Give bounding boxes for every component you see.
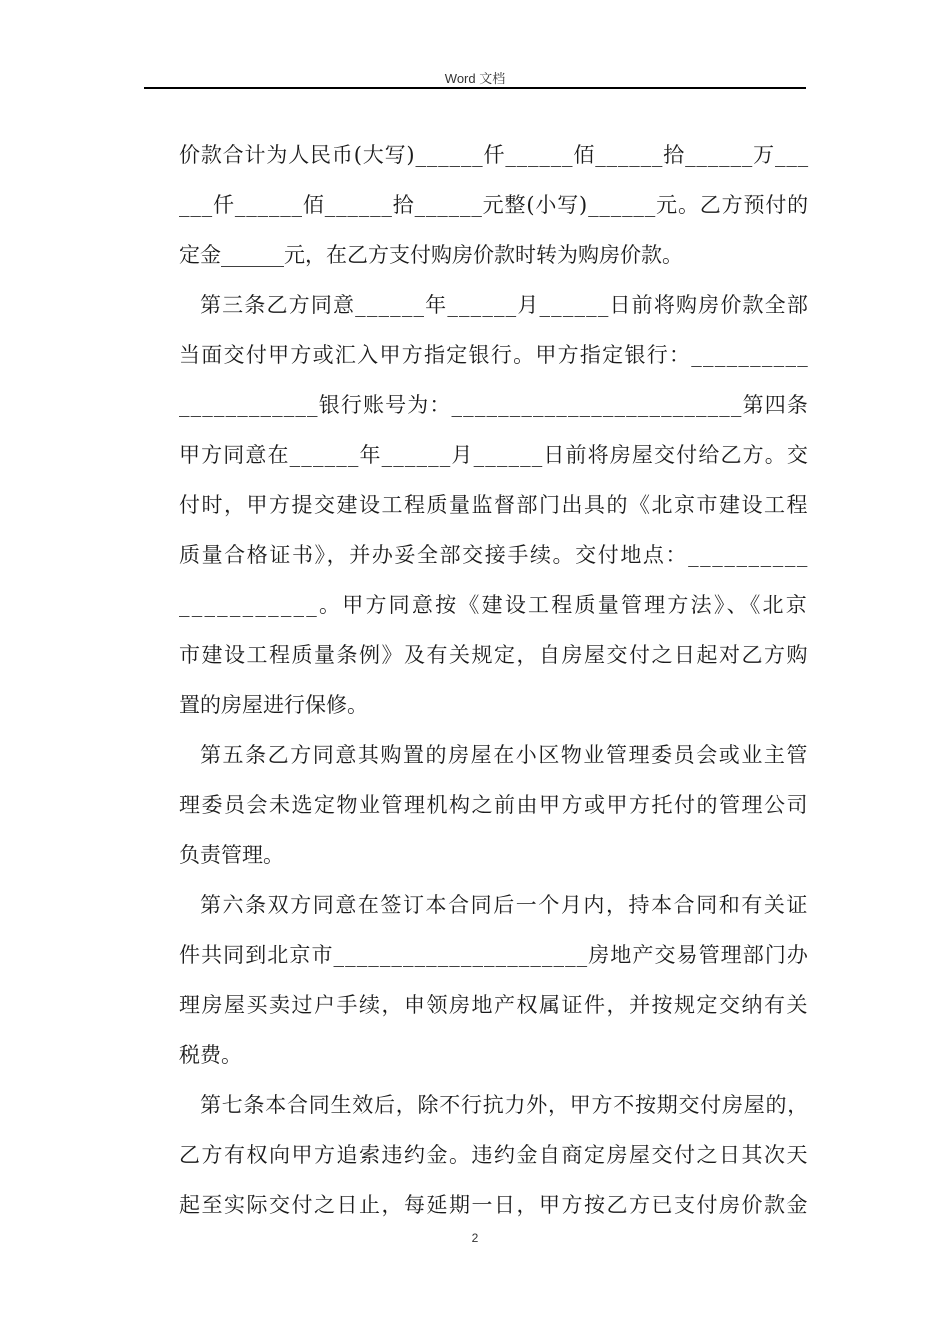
text-line: 定金______元，在乙方支付购房价款时转为购房价款。 bbox=[179, 243, 683, 267]
text-line: 价款合计为人民币(大写)______仟______佰______拾______万___ bbox=[179, 143, 809, 167]
text-line: 置的房屋进行保修。 bbox=[179, 693, 368, 717]
text-line: 付时，甲方提交建设工程质量监督部门出具的《北京市建设工程 bbox=[179, 493, 809, 517]
text-line: 第七条本合同生效后，除不行抗力外，甲方不按期交付房屋的， bbox=[200, 1093, 809, 1117]
text-line: ___仟______佰______拾______元整(小写)______元。乙方预付的 bbox=[179, 193, 809, 217]
text-line: 第三条乙方同意______年______月______日前将购房价款全部 bbox=[200, 293, 809, 317]
text-line: 负责管理。 bbox=[179, 843, 284, 867]
text-line: 第五条乙方同意其购置的房屋在小区物业管理委员会或业主管 bbox=[200, 743, 809, 767]
text-line: 理房屋买卖过户手续，申领房地产权属证件，并按规定交纳有关 bbox=[179, 993, 809, 1017]
text-line: 件共同到北京市______________________房地产交易管理部门办 bbox=[179, 943, 809, 967]
text-line: 乙方有权向甲方追索违约金。违约金自商定房屋交付之日其次天 bbox=[179, 1143, 809, 1167]
text-line: 甲方同意在______年______月______日前将房屋交付给乙方。交 bbox=[179, 443, 809, 467]
text-line: ____________银行账号为：_________________________第四条 bbox=[179, 393, 809, 417]
text-line: 理委员会未选定物业管理机构之前由甲方或甲方托付的管理公司 bbox=[179, 793, 809, 817]
text-line: 质量合格证书》，并办妥全部交接手续。交付地点：__________ bbox=[179, 543, 809, 567]
document-body bbox=[179, 130, 809, 1230]
text-line: 税费。 bbox=[179, 1043, 242, 1067]
page-number: 2 bbox=[471, 1231, 479, 1245]
page-header-text: Word 文档 bbox=[444, 71, 506, 86]
text-line: 起至实际交付之日止，每延期一日，甲方按乙方已支付房价款金 bbox=[179, 1193, 809, 1217]
text-line: 第六条双方同意在签订本合同后一个月内，持本合同和有关证 bbox=[200, 893, 809, 917]
header-rule bbox=[144, 87, 806, 89]
text-line: ___________。甲方同意按《建设工程质量管理方法》、《北京 bbox=[179, 593, 809, 617]
text-line: 当面交付甲方或汇入甲方指定银行。甲方指定银行：__________ bbox=[179, 343, 809, 367]
text-line: 市建设工程质量条例》及有关规定，自房屋交付之日起对乙方购 bbox=[179, 643, 809, 667]
